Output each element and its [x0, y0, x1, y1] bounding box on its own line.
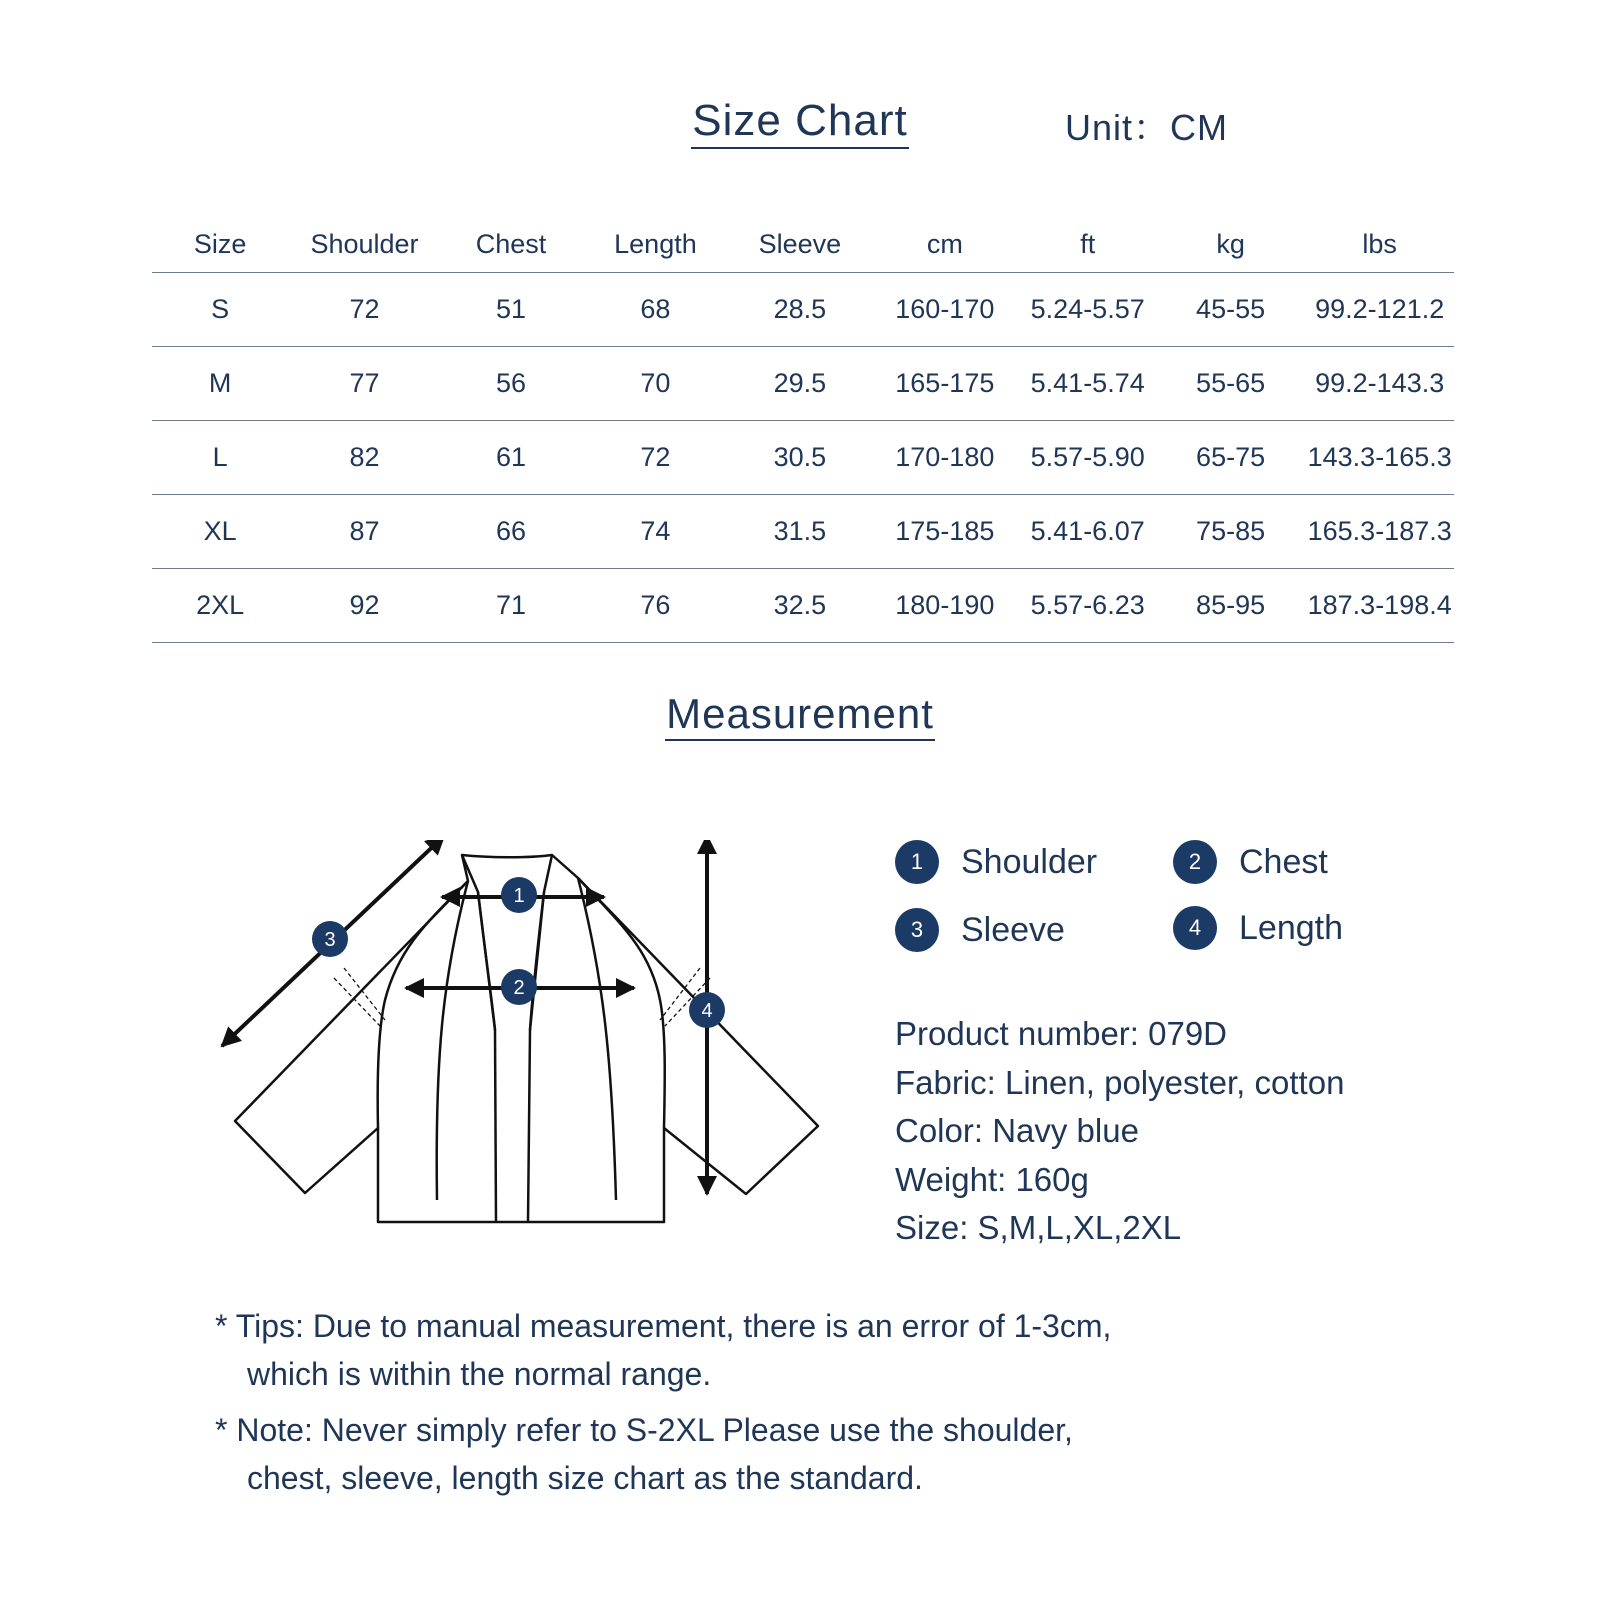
table-cell: M — [152, 347, 288, 421]
table-header-row — [152, 216, 1454, 273]
table-cell: 5.41-6.07 — [1020, 495, 1156, 569]
table-cell: 45-55 — [1156, 273, 1306, 347]
measurement-title — [0, 690, 1600, 738]
legend-item-sleeve — [895, 908, 1065, 952]
tip-line-2: which is within the normal range. — [247, 1356, 712, 1392]
legend-badge: 2 — [1173, 840, 1217, 884]
table-row — [152, 347, 1454, 421]
table-cell: 65-75 — [1156, 421, 1306, 495]
table-cell: 61 — [441, 421, 581, 495]
col-header-size: Size — [152, 216, 288, 273]
table-cell: 29.5 — [730, 347, 870, 421]
col-header-length: Length — [581, 216, 730, 273]
table-cell: 99.2-121.2 — [1305, 273, 1454, 347]
diagram-badge-3-text: 3 — [324, 929, 336, 951]
table-cell: 51 — [441, 273, 581, 347]
table-cell: 71 — [441, 569, 581, 643]
diagram-badge-1 — [501, 877, 537, 913]
table-cell: 180-190 — [870, 569, 1020, 643]
product-weight: Weight: 160g — [895, 1160, 1089, 1198]
table-cell: 82 — [288, 421, 441, 495]
product-number: Product number: 079D — [895, 1015, 1228, 1052]
col-header-ft: ft — [1020, 216, 1156, 273]
table-row — [152, 569, 1454, 643]
table-cell: XL — [152, 495, 288, 569]
table-cell: 70 — [581, 347, 730, 421]
legend-label: Sleeve — [961, 910, 1065, 949]
col-header-kg: kg — [1156, 216, 1306, 273]
legend-item-chest — [1173, 840, 1328, 884]
table-cell: 5.57-5.90 — [1020, 421, 1156, 495]
unit-label: Unit：CM — [1065, 107, 1229, 148]
diagram-badge-2-text: 2 — [513, 977, 525, 999]
table-cell: 92 — [288, 569, 441, 643]
size-chart-title-text: Size Chart — [691, 96, 908, 149]
table-cell: 55-65 — [1156, 347, 1306, 421]
note-line-2: chest, sleeve, length size chart as the standard. — [247, 1460, 923, 1496]
table-cell: 72 — [581, 421, 730, 495]
table-cell: 5.57-6.23 — [1020, 569, 1156, 643]
legend-item-length — [1173, 906, 1343, 950]
table-cell: 160-170 — [870, 273, 1020, 347]
diagram-badge-4 — [689, 992, 725, 1028]
size-table — [152, 216, 1454, 643]
table-row — [152, 495, 1454, 569]
col-header-sleeve: Sleeve — [730, 216, 870, 273]
table-cell: 77 — [288, 347, 441, 421]
table-cell: 74 — [581, 495, 730, 569]
table-cell: 28.5 — [730, 273, 870, 347]
size-chart-title — [0, 96, 1600, 146]
col-header-shoulder: Shoulder — [288, 216, 441, 273]
table-cell: 31.5 — [730, 495, 870, 569]
table-cell: 2XL — [152, 569, 288, 643]
product-fabric: Fabric: Linen, polyester, cotton — [895, 1063, 1345, 1101]
diagram-badge-2 — [501, 969, 537, 1005]
tip-line-1: * Tips: Due to manual measurement, there is an error of 1-3cm, — [215, 1308, 1112, 1344]
table-cell: L — [152, 421, 288, 495]
product-size: Size: S,M,L,XL,2XL — [895, 1209, 1182, 1246]
col-header-lbs: lbs — [1305, 216, 1454, 273]
table-cell: 87 — [288, 495, 441, 569]
notes-section — [215, 1302, 1111, 1510]
table-cell: 75-85 — [1156, 495, 1306, 569]
jacket-diagram — [210, 840, 850, 1240]
diagram-badge-3 — [312, 921, 348, 957]
table-cell: 56 — [441, 347, 581, 421]
legend-item-shoulder — [895, 840, 1097, 884]
table-cell: 143.3-165.3 — [1305, 421, 1454, 495]
table-cell: 32.5 — [730, 569, 870, 643]
table-row — [152, 273, 1454, 347]
table-cell: 170-180 — [870, 421, 1020, 495]
legend-badge: 1 — [895, 840, 939, 884]
table-cell: 187.3-198.4 — [1305, 569, 1454, 643]
col-header-chest: Chest — [441, 216, 581, 273]
table-cell: 72 — [288, 273, 441, 347]
table-cell: 76 — [581, 569, 730, 643]
col-header-cm: cm — [870, 216, 1020, 273]
table-cell: S — [152, 273, 288, 347]
legend-badge: 3 — [895, 908, 939, 952]
table-cell: 165-175 — [870, 347, 1020, 421]
measurement-legend — [895, 840, 1455, 970]
table-row — [152, 421, 1454, 495]
table-cell: 99.2-143.3 — [1305, 347, 1454, 421]
legend-label: Chest — [1239, 842, 1328, 881]
note-line-1: * Note: Never simply refer to S-2XL Please use the shoulder, — [215, 1412, 1073, 1448]
table-cell: 5.24-5.57 — [1020, 273, 1156, 347]
table-cell: 30.5 — [730, 421, 870, 495]
table-cell: 175-185 — [870, 495, 1020, 569]
product-color: Color: Navy blue — [895, 1112, 1139, 1149]
table-cell: 66 — [441, 495, 581, 569]
table-cell: 85-95 — [1156, 569, 1306, 643]
legend-label: Length — [1239, 908, 1343, 947]
diagram-badge-4-text: 4 — [701, 1000, 713, 1022]
legend-badge: 4 — [1173, 906, 1217, 950]
product-info — [895, 1010, 1344, 1253]
tip-note — [215, 1302, 1111, 1398]
legend-label: Shoulder — [961, 842, 1098, 881]
table-cell: 165.3-187.3 — [1305, 495, 1454, 569]
measurement-title-text: Measurement — [665, 690, 935, 741]
diagram-badge-1-text: 1 — [513, 885, 525, 907]
table-cell: 5.41-5.74 — [1020, 347, 1156, 421]
table-cell: 68 — [581, 273, 730, 347]
standard-note — [215, 1406, 1111, 1502]
